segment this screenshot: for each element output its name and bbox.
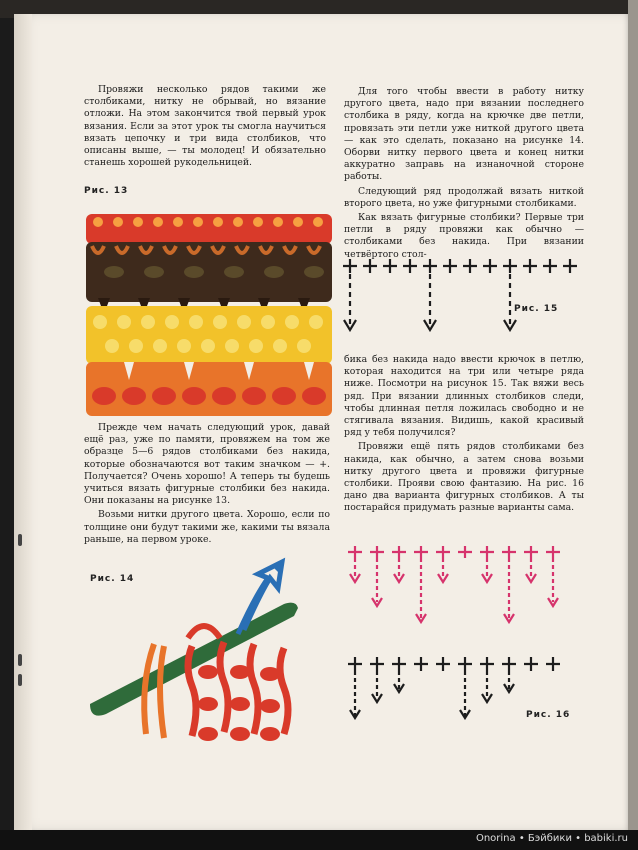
figure-16-crochet-charts [344,544,574,734]
paragraph: Следующий ряд продолжай вязать ниткой второго цвета, но уже фигурными столбиками. [344,185,584,209]
swatch-row-orange [86,362,332,416]
chart-variant-black [348,657,560,718]
text-block-col2-mid [344,354,584,517]
figure-label-13: Рис. 13 [84,186,129,196]
text-block-col1-mid [84,422,330,548]
figure-15-crochet-chart [330,254,580,344]
staple-hole [18,674,22,686]
background-right [628,0,638,850]
paragraph: бика без накида надо ввести крючок в петлю, которая находится на три или четыре ряда ниже. Посмотри на рисунок 15. Так вяжи весь ряд. При вязании длинных столбиков следи, чтобы длинная петля ложилась свободно и не стягивала вязания. Видишь, какой красивый ряд у тебя получился? [344,354,584,439]
magazine-page [14,14,628,830]
image-credit: Onorina • Бэйбики • babiki.ru [475,833,628,844]
figure-label-16: Рис. 16 [526,710,571,720]
figure-label-15: Рис. 15 [514,304,559,314]
staple-hole [18,534,22,546]
long-stitch-arrows [344,274,516,330]
text-block-col1-top [84,84,326,171]
paragraph: Возьми нитки другого цвета. Хорошо, если по толщине они будут такими же, какими ты вязала раньше, на первом уроке. [84,509,330,545]
paragraph: Как вязать фигурные столбики? Первые три петли в ряду провяжи как обычно — столбиками без накида. При вязании четвёртого стол- [344,212,584,260]
chart-variant-pink [348,546,560,622]
staple-hole [18,654,22,666]
paragraph: Для того чтобы ввести в работу нитку другого цвета, надо при вязании последнего столбика в ряду, когда на крючке две петли, провязать эти петли уже ниткой другого цвета — как это сделать, показано на рисунке 14. Оборви нитку первого цвета и конец нитки аккуратно заправь на изнаночной стороне работы. [344,86,584,183]
paragraph: Прежде чем начать следующий урок, давай ещё раз, уже по памяти, провяжем на том же образце 5—6 рядов столбиками без накида, которые обозначаются вот таким значком — +. Получается? Очень хорошо! А теперь ты будешь учиться вязать фигурные столбики без накида. Они показаны на рисунке 13. [84,422,330,507]
stitch-plus-row [343,259,577,273]
figure-14-crochet-hook [84,554,324,754]
swatch-row-yellow [86,306,332,364]
page-binding [14,14,32,830]
figure-13-knitted-swatch [84,210,336,420]
figure-label-14: Рис. 14 [90,574,135,584]
paragraph: Провяжи ещё пять рядов столбиками без накида, как обычно, а затем снова возьми нитку другого цвета и провяжи фигурные столбики. Прояви свою фантазию. На рис. 16 дано два варианта фигурных столбиков. А ты постарайся придумать разные варианты сама. [344,441,584,514]
paragraph: Провяжи несколько рядов такими же столбиками, нитку не обрывай, но вязание отложи. На этом закончится твой первый урок вязания. Если за этот урок ты смогла научиться вязать цепочку и три вида столбиков, что описаны выше, — ты молодец! И обязательно станешь хорошей рукодельницей. [84,84,326,169]
text-block-col2-top [344,86,584,263]
